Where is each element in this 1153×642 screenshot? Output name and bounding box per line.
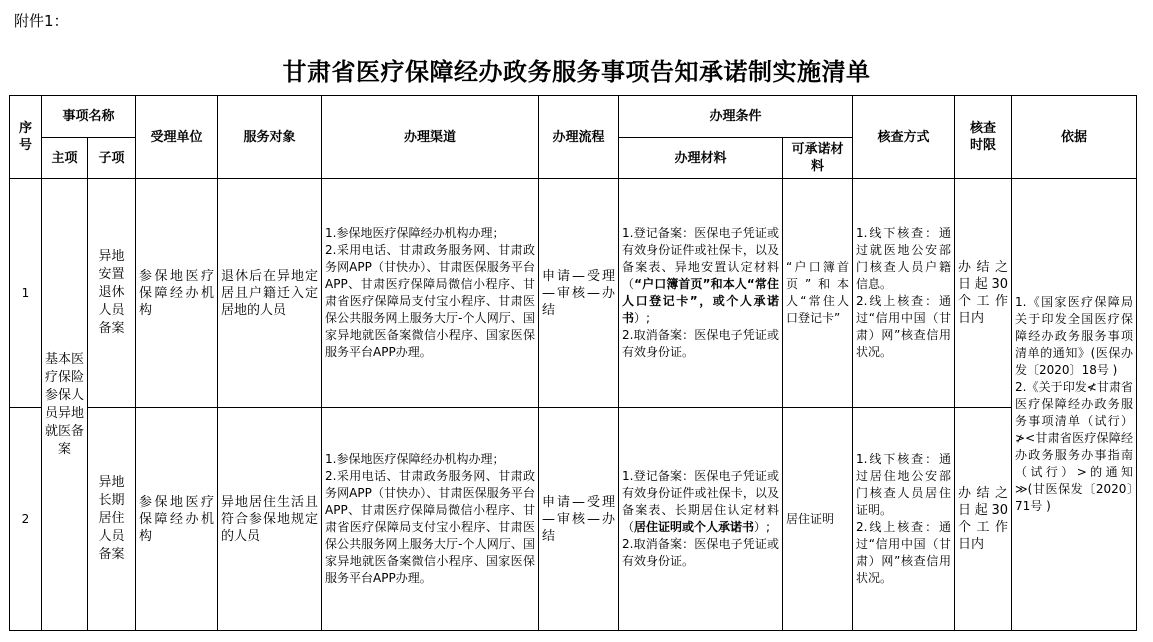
header-seq: 序号 (10, 96, 42, 179)
main-item-cell: 基本医疗保险参保人员异地就医备案 (42, 179, 88, 631)
materials-text: ）; 2.取消备案：医保电子凭证或有效身份证。 (622, 311, 780, 359)
header-unit: 受理单位 (136, 96, 218, 179)
target-cell: 异地居住生活且符合参保地规定的人员 (218, 408, 322, 631)
sub-item-cell: 异地长期居住人员备案 (88, 408, 136, 631)
header-item-name: 事项名称 (42, 96, 136, 138)
materials-cell (619, 179, 783, 408)
target-cell: 退休后在异地定居且户籍迁入定居地的人员 (218, 179, 322, 408)
materials-bold-text: “户口簿首页”和本人“常住人口登记卡”，或个人承诺书 (622, 277, 780, 325)
unit-cell: 参保地医疗保障经办机构 (136, 408, 218, 631)
header-conditions: 办理条件 (619, 96, 853, 138)
check-time-cell: 办结之日起30个工作日内 (955, 179, 1012, 408)
check-time-cell: 办结之日起30个工作日内 (955, 408, 1012, 631)
channel-cell: 1.参保地医疗保障经办机构办理； 2.采用电话、甘肃政务服务网、甘肃政务网APP（甘快办）、甘肃医保服务平台APP、甘肃医疗保障局微信小程序、甘肃省医疗保障局支付宝小程序、甘肃医保公共服务网上服务大厅-个人网厅、国家异地就医备案微信小程序、国家医保服务平台APP办理。 (322, 179, 539, 408)
header-sub-item: 子项 (88, 138, 136, 179)
sub-item-cell: 异地安置退休人员备案 (88, 179, 136, 408)
row-seq: 2 (10, 408, 42, 631)
service-items-table (9, 95, 1137, 631)
header-basis: 依据 (1012, 96, 1137, 179)
basis-cell: 1.《国家医疗保障局关于印发全国医疗保障经办政务服务事项清单的通知》(医保办发〔2020〕18号 ) 2.《关于印发≮甘肃省医疗保障经办政务服务事项清单（试行）≯<甘肃省医疗保障经办政务服务办事指南（试行）>的通知≫(甘医保发〔2020〕71号 ) (1012, 179, 1137, 631)
check-method-cell: 1.线下核查：通过居住地公安部门核查人员居住证明。 2.线上核查：通过“信用中国（甘肃）网”核查信用状况。 (853, 408, 955, 631)
materials-cell (619, 408, 783, 631)
header-check-time: 核查时限 (955, 96, 1012, 179)
header-promise-materials: 可承诺材料 (783, 138, 853, 179)
table-row (10, 408, 1137, 631)
header-check-method: 核查方式 (853, 96, 955, 179)
channel-cell: 1.参保地医疗保障经办机构办理； 2.采用电话、甘肃政务服务网、甘肃政务网APP（甘快办）、甘肃医保服务平台APP、甘肃医疗保障局微信小程序、甘肃省医疗保障局支付宝小程序、甘肃医保公共服务网上服务大厅-个人网厅、国家异地就医备案微信小程序、国家医保服务平台APP办理。 (322, 408, 539, 631)
materials-bold-text: 居住证明或个人承诺书 (634, 520, 755, 534)
unit-cell: 参保地医疗保障经办机构 (136, 179, 218, 408)
header-target: 服务对象 (218, 96, 322, 179)
header-main-item: 主项 (42, 138, 88, 179)
materials-text: ）; 2.取消备案：医保电子凭证或有效身份证。 (622, 520, 780, 568)
process-cell: 申请—受理—审核—办结 (539, 408, 619, 631)
promise-materials-cell: “户口簿首页”和本人“常住人口登记卡” (783, 179, 853, 408)
header-materials: 办理材料 (619, 138, 783, 179)
table-row (10, 179, 1137, 408)
check-method-cell: 1.线下核查：通过就医地公安部门核查人员户籍信息。 2.线上核查：通过“信用中国（甘肃）网”核查信用状况。 (853, 179, 955, 408)
header-process: 办理流程 (539, 96, 619, 179)
materials-text: 1.登记备案：医保电子凭证或有效身份证件或社保卡，以及备案表、异地安置认定材料（ (622, 226, 780, 291)
process-cell: 申请—受理—审核—办结 (539, 179, 619, 408)
header-channel: 办理渠道 (322, 96, 539, 179)
promise-materials-cell: 居住证明 (783, 408, 853, 631)
row-seq: 1 (10, 179, 42, 408)
page-title: 甘肃省医疗保障经办政务服务事项告知承诺制实施清单 (282, 57, 871, 86)
attachment-label: 附件1： (14, 12, 69, 30)
materials-text: 1.登记备案：医保电子凭证或有效身份证件或社保卡，以及备案表、长期居住认定材料（ (622, 469, 780, 534)
